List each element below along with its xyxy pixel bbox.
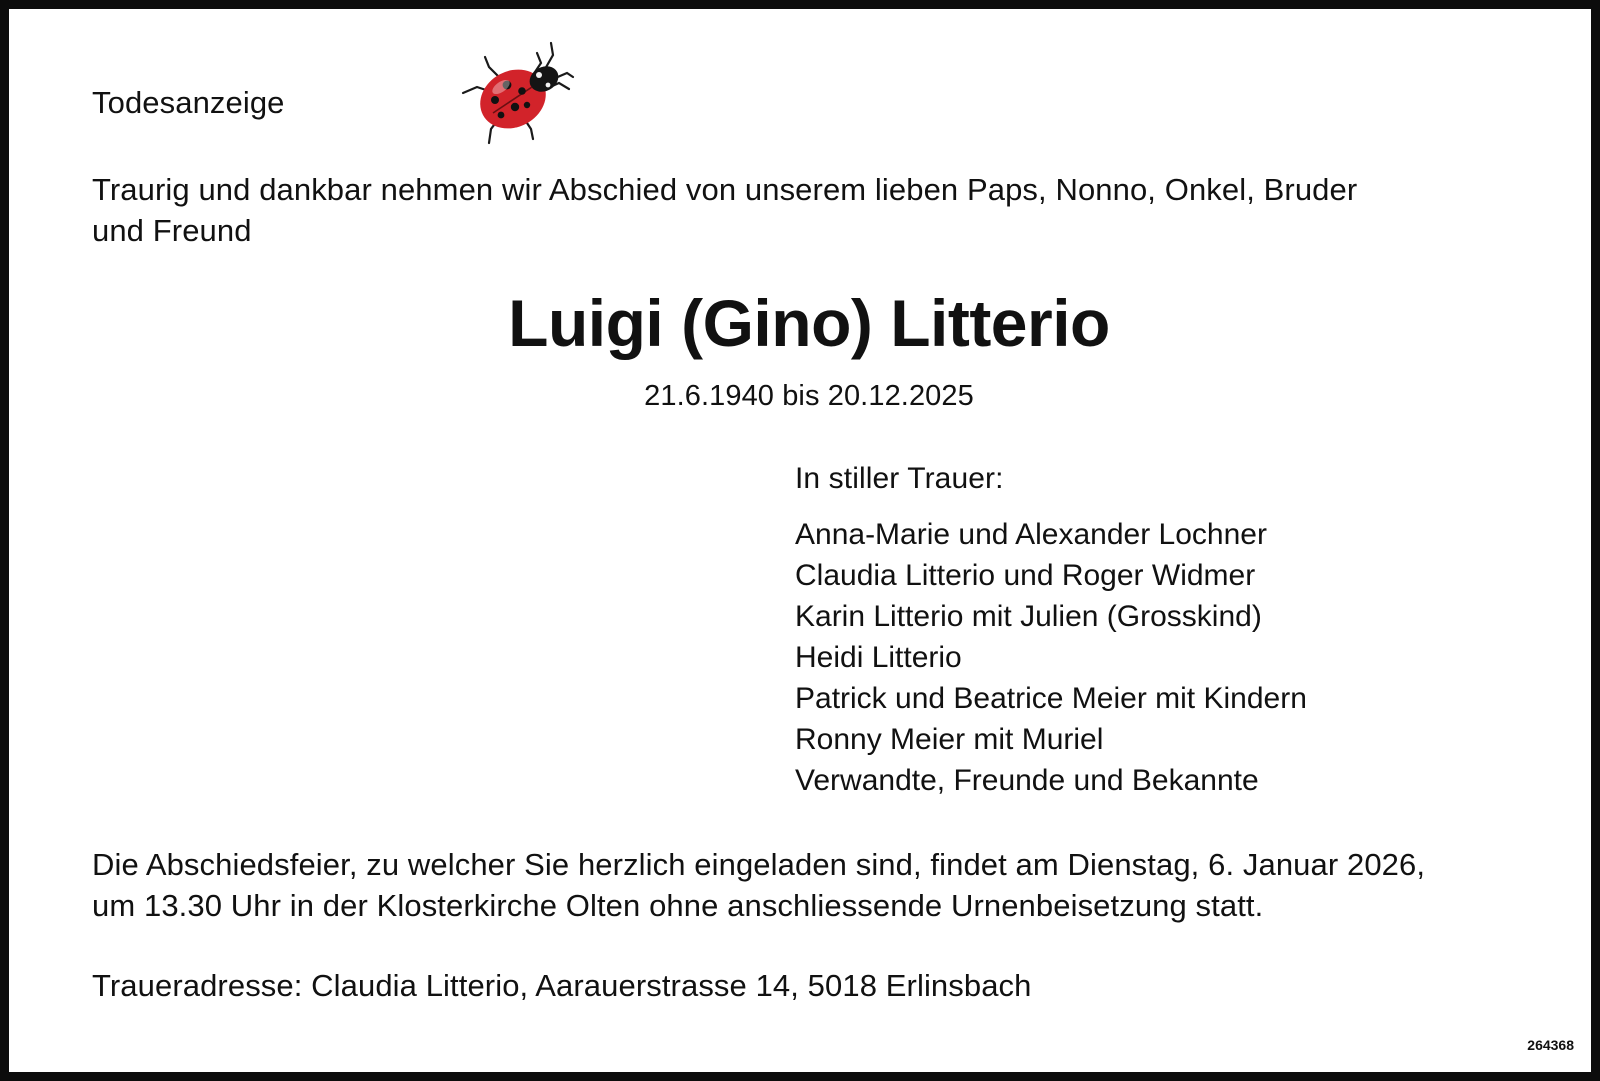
mourner-item: Heidi Litterio <box>795 641 962 674</box>
mourner-item: Verwandte, Freunde und Bekannte <box>795 764 1259 797</box>
intro-text <box>92 169 1357 251</box>
mourner-item: Karin Litterio mit Julien (Grosskind) <box>795 600 1262 633</box>
mourner-item: Ronny Meier mit Muriel <box>795 723 1104 756</box>
mourning-label: In stiller Trauer: <box>795 462 1004 495</box>
life-dates: 21.6.1940 bis 20.12.2025 <box>644 380 974 412</box>
ceremony-details <box>92 844 1425 926</box>
ceremony-line: um 13.30 Uhr in der Klosterkirche Olten ohne anschliessende Urnenbeisetzung statt. <box>92 888 1264 923</box>
mourning-address: Traueradresse: Claudia Litterio, Aarauerstrasse 14, 5018 Erlinsbach <box>92 968 1032 1003</box>
ladybug-icon <box>449 35 584 153</box>
intro-line: Traurig und dankbar nehmen wir Abschied von unserem lieben Paps, Nonno, Onkel, Bruder <box>92 172 1358 207</box>
intro-line: und Freund <box>92 213 252 248</box>
deceased-name: Luigi (Gino) Litterio <box>508 286 1110 360</box>
mourners-list <box>795 514 1307 801</box>
mourner-item: Patrick und Beatrice Meier mit Kindern <box>795 682 1307 715</box>
mourner-item: Anna-Marie und Alexander Lochner <box>795 518 1267 551</box>
ceremony-line: Die Abschiedsfeier, zu welcher Sie herzlich eingeladen sind, findet am Dienstag, 6. Januar 2026, <box>92 847 1426 882</box>
mourner-item: Claudia Litterio und Roger Widmer <box>795 559 1256 592</box>
notice-kicker: Todesanzeige <box>92 85 285 120</box>
ad-code: 264368 <box>1527 1037 1574 1053</box>
